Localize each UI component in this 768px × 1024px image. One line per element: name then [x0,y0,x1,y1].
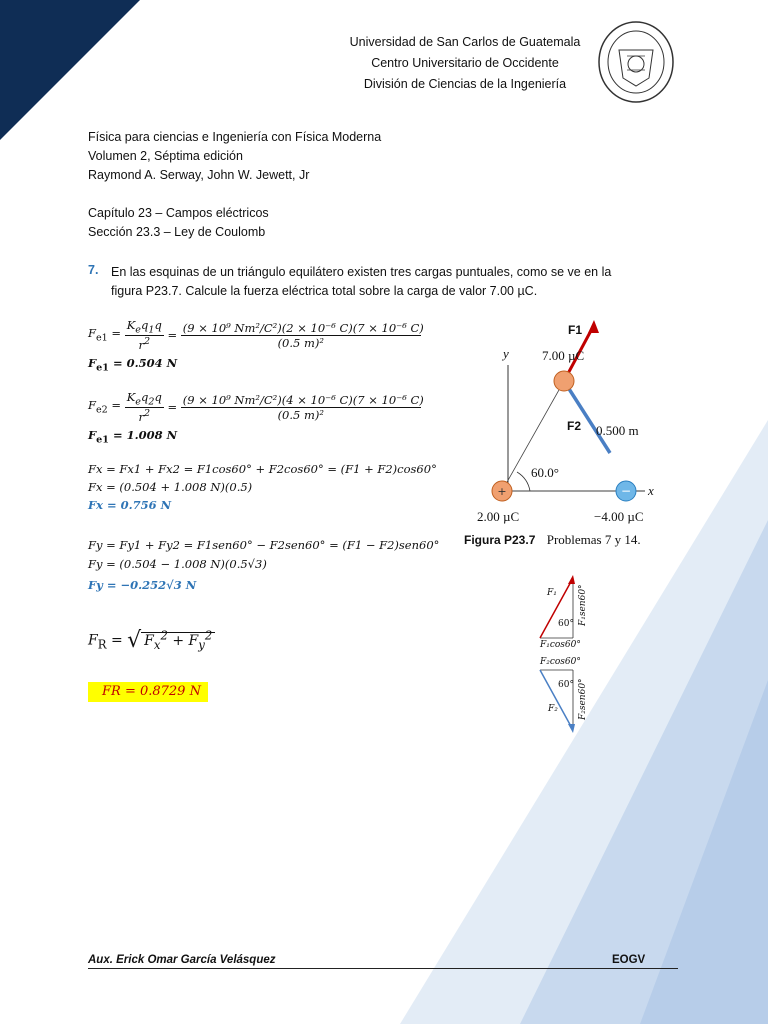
footer-rule [88,968,678,969]
figure-caption [464,532,641,548]
comp-f1-label: F₁ [547,588,557,598]
comp-f2cos-label: F₂cos60° [540,657,581,667]
division-name: División de Ciencias de la Ingeniería [363,77,567,91]
book-authors: Raymond A. Serway, John W. Jewett, Jr [88,168,310,182]
distance-label: 0.500 m [596,423,639,438]
fe2-equation: $F_{e2}$ = $\frac{K_eq_2q}{r^2}$ = $\frac{\text{(9 × 10⁹ Nm²/C²)(4 × 10⁻⁶ C)(7 × 10⁻⁶ C)}}{\text{(0.5 m)²}}$ [88,390,424,425]
charge-right-label: −4.00 µC [594,509,644,524]
footer-author: Aux. Erick Omar García Velásquez [88,954,276,966]
svg-text:+: + [497,485,507,498]
comp-f2sen-label: F₂sen60° [578,678,588,720]
fe2-numerator: (9 × 10⁹ Nm²/C²)(4 × 10⁻⁶ C)(7 × 10⁻⁶ C) [182,392,424,407]
f1-arrowhead [588,320,599,333]
fr-result: FR = 0.8729 N [102,684,201,699]
charge-top [554,371,574,391]
fy-line-2: Fy = (0.504 − 1.008 N)(0.5√3) [88,557,267,571]
charge-top-label: 7.00 µC [542,348,585,363]
problem-statement [111,263,671,301]
comp-f1sen-label: F₁sen60° [578,584,588,626]
svg-text:−: − [620,484,632,498]
x-axis-label: x [648,483,654,498]
chapter-title: Capítulo 23 – Campos eléctricos [88,206,269,220]
f2-vector [564,381,610,453]
fe2-result: $F_{e1} = 1.008$ N [88,428,178,446]
angle-arc [517,472,530,491]
fe1-numerator: (9 × 10⁹ Nm²/C²)(2 × 10⁻⁶ C)(7 × 10⁻⁶ C) [182,320,424,335]
section-title: Sección 23.3 – Ley de Coulomb [88,225,266,239]
comp-angle2-label: 60° [558,680,574,690]
figure-caption-problems: Problemas 7 y 14. [546,532,641,547]
problem-number: 7. [88,263,99,277]
footer-initials: EOGV [612,954,646,966]
f1-label: F1 [568,323,583,337]
fy-line-1: Fy = Fy1 + Fy2 = F1sen60° − F2sen60° = (F1 − F2)sen60° [88,538,440,552]
f1-component-vector [540,578,573,638]
institution-header [300,32,630,95]
fx-result: Fx = 0.756 N [88,498,172,512]
comp-angle1-label: 60° [558,619,574,629]
fe1-denominator: (0.5 m)² [277,335,324,350]
problem-line-2: figura P23.7. Calcule la fuerza eléctrica total sobre la carga de valor 7.00 µC. [111,284,538,298]
book-title: Física para ciencias e Ingeniería con Física Moderna [88,130,382,144]
comp-f1cos-label: F₁cos60° [540,640,581,650]
fr-formula: $F_R$ = √ $F_x^2 + F_y^2$ [88,628,215,653]
book-volume: Volumen 2, Séptima edición [88,149,243,163]
fe1-equation: $F_{e1}$ = $\frac{K_eq_1q}{r^2}$ = $\frac{\text{(9 × 10⁹ Nm²/C²)(2 × 10⁻⁶ C)(7 × 10⁻⁶ C)}}{\text{(0.5 m)²}}$ [88,318,424,353]
vector-components-diagram [530,570,600,740]
fx-line-2: Fx = (0.504 + 1.008 N)(0.5) [88,480,253,494]
fy-result: Fy = −0.252√3 N [88,578,197,592]
figure-caption-title: Figura P23.7 [464,533,536,547]
f2-label: F2 [567,419,582,433]
fx-line-1: Fx = Fx1 + Fx2 = F1cos60° + F2cos60° = (F1 + F2)cos60° [88,462,437,476]
y-axis-label: y [503,346,509,361]
problem-line-1: En las esquinas de un triángulo equilátero existen tres cargas puntuales, como se ve en la [111,265,612,279]
fe2-denominator: (0.5 m)² [277,407,324,422]
charge-left-label: 2.00 µC [477,509,520,524]
fe1-result: $F_{e1} = 0.504$ N [88,356,178,374]
comp-f2-label: F₂ [548,704,558,714]
center-name: Centro Universitario de Occidente [371,56,559,70]
f2-component-vector [540,670,573,730]
angle-label: 60.0° [531,465,559,480]
university-name: Universidad de San Carlos de Guatemala [349,35,581,49]
